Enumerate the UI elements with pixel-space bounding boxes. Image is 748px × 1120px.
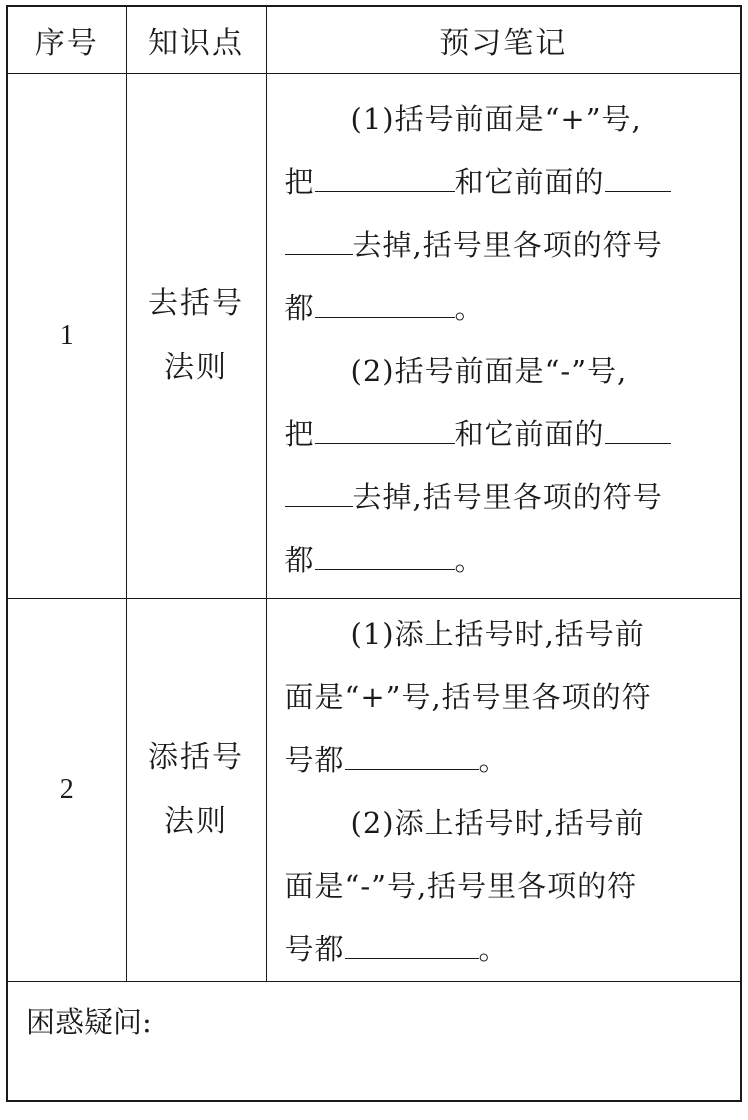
topic-line: 去括号 [127,272,266,336]
row-topic [126,74,266,599]
note-line [285,403,723,466]
row-notes [266,599,740,982]
note-text: 号都 [285,743,345,777]
note-text: 把 [285,417,315,451]
fill-blank[interactable] [345,743,479,770]
note-text: 。 [455,543,485,577]
header-notes: 预习笔记 [266,7,740,74]
fill-blank[interactable] [285,228,353,255]
note-line: (2)添上括号时,括号前 [285,792,723,855]
note-line: (1)括号前面是“+”号, [285,88,723,151]
note-text: 号都 [285,932,345,966]
fill-blank[interactable] [605,165,671,192]
topic-line: 法则 [127,336,266,400]
table-row [8,74,740,599]
note-text: 。 [455,291,485,325]
topic-line: 法则 [127,790,266,854]
questions-label: 困惑疑问: [26,1005,152,1039]
note-line [285,214,723,277]
note-text: 。 [479,932,509,966]
row-number: 1 [8,74,126,599]
note-text: 都 [285,543,315,577]
fill-blank[interactable] [315,291,455,318]
fill-blank[interactable] [605,417,671,444]
note-line: (1)添上括号时,括号前 [285,603,723,666]
fill-blank[interactable] [285,480,353,507]
row-notes [266,74,740,599]
note-line [285,918,723,981]
note-line [285,277,723,340]
note-line [285,529,723,592]
header-topic: 知识点 [126,7,266,74]
row-number: 2 [8,599,126,982]
note-text: 和它前面的 [455,165,605,199]
note-text: 去掉,括号里各项的符号 [353,480,663,514]
note-line [285,729,723,792]
fill-blank[interactable] [315,543,455,570]
note-text: 都 [285,291,315,325]
topic-line: 添括号 [127,726,266,790]
note-line: 面是“-”号,括号里各项的符 [285,855,723,918]
preview-notes-table [8,7,740,1120]
note-line: (2)括号前面是“-”号, [285,340,723,403]
fill-blank[interactable] [315,165,455,192]
note-line [285,151,723,214]
fill-blank[interactable] [345,932,479,959]
fill-blank[interactable] [315,417,455,444]
note-text: 去掉,括号里各项的符号 [353,228,663,262]
table-header-row [8,7,740,74]
preview-notes-table-container [6,5,742,1102]
note-text: 。 [479,743,509,777]
note-line [285,466,723,529]
questions-cell[interactable] [8,982,740,1120]
table-row [8,599,740,982]
header-number: 序号 [8,7,126,74]
note-text: 和它前面的 [455,417,605,451]
row-topic [126,599,266,982]
note-text: 把 [285,165,315,199]
questions-row [8,982,740,1120]
note-line: 面是“+”号,括号里各项的符 [285,666,723,729]
